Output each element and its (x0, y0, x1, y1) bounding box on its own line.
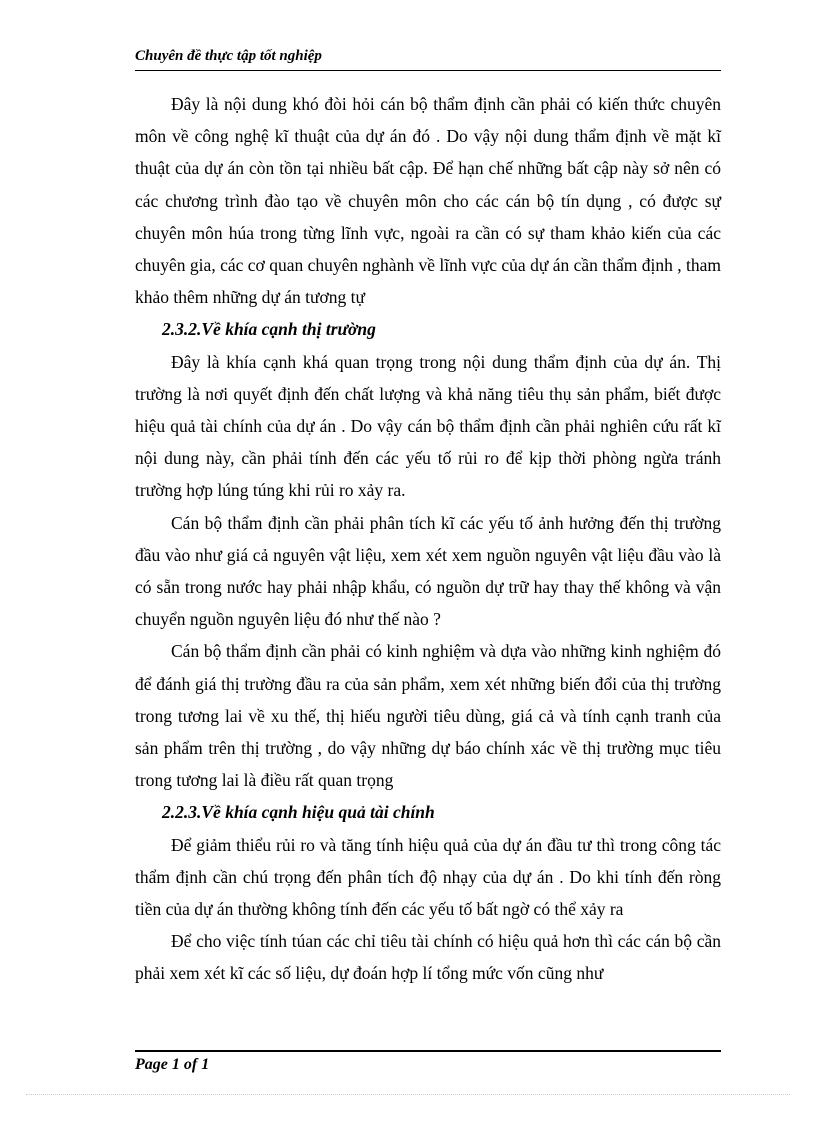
page-number-label: Page 1 of 1 (135, 1056, 210, 1073)
paragraph-6: Để cho việc tính túan các chỉ tiêu tài chính có hiệu quả hơn thì các cán bộ cần phải xem xét kĩ các số liệu, dự đoán hợp lí tổng mức vốn cũng như (135, 931, 721, 984)
page-header (135, 48, 721, 72)
paragraph-1: Đây là nội dung khó đòi hỏi cán bộ thẩm định cần phải có kiến thức chuyên môn về công nghệ kĩ thuật của dự án đó . Do vậy nội dung thẩm định về mặt kĩ thuật của dự án còn tồn tại nhiều bất cập. Để hạn chế những bất cập này sở nên có các chương trình đào tạo về chuyên môn cho các cán bộ tín dụng , có được sự chuyên môn húa trong từng lĩnh vực, ngoài ra cần có sự tham khảo kiến của các chuyên gia, các cơ quan chuyên nghành về lĩnh vực của dự án cần thẩm định , tham khảo thêm những dự án tương tự (135, 94, 721, 308)
section-heading-finance: 2.2.3.Về khía cạnh hiệu quả tài chính (162, 802, 435, 823)
footer-divider (135, 1050, 721, 1052)
paragraph-4: Cán bộ thẩm định cần phải có kinh nghiệm và dựa vào những kinh nghiệm đó để đánh giá thị trường đầu ra của sản phẩm, xem xét những biến đổi của thị trường trong tương lai về xu thế, thị hiếu người tiêu dùng, giá cả và tính cạnh tranh của sản phẩm trên thị trường , do vậy những dự báo chính xác về thị trường mục tiêu trong tương lai là điều rất quan trọng (135, 641, 721, 791)
document-body (135, 88, 721, 990)
page-bottom-edge (26, 1094, 790, 1095)
paragraph-2: Đây là khía cạnh khá quan trọng trong nội dung thẩm định của dự án. Thị trường là nơi quyết định đến chất lượng và khả năng tiêu thụ sản phẩm, biết được hiệu quả tài chính của dự án . Do vậy cán bộ thẩm định cần phải nghiên cứu rất kĩ nội dung này, cần phải tính đến các yếu tố rủi ro để kịp thời phòng ngừa tránh trường hợp lúng túng khi rủi ro xảy ra. (135, 351, 721, 501)
paragraph-5: Để giảm thiểu rủi ro và tăng tính hiệu quả của dự án đầu tư thì trong công tác thẩm định cần chú trọng đến phân tích độ nhạy của dự án . Do khi tính đến ròng tiền của dự án thường không tính đến các yếu tố bất ngờ có thể xảy ra (135, 834, 721, 920)
header-divider (135, 70, 721, 71)
paragraph-3: Cán bộ thẩm định cần phải phân tích kĩ các yếu tố ảnh hưởng đến thị trường đầu vào như giá cả nguyên vật liệu, xem xét xem nguồn nguyên vật liệu đầu vào là có sẵn trong nước hay phải nhập khẩu, có nguồn dự trữ hay thay thế không và vận chuyển nguồn nguyên liệu đó như thế nào ? (135, 512, 721, 630)
header-title: Chuyên đề thực tập tốt nghiệp (135, 48, 322, 64)
section-heading-market: 2.3.2.Về khía cạnh thị trường (162, 319, 376, 340)
